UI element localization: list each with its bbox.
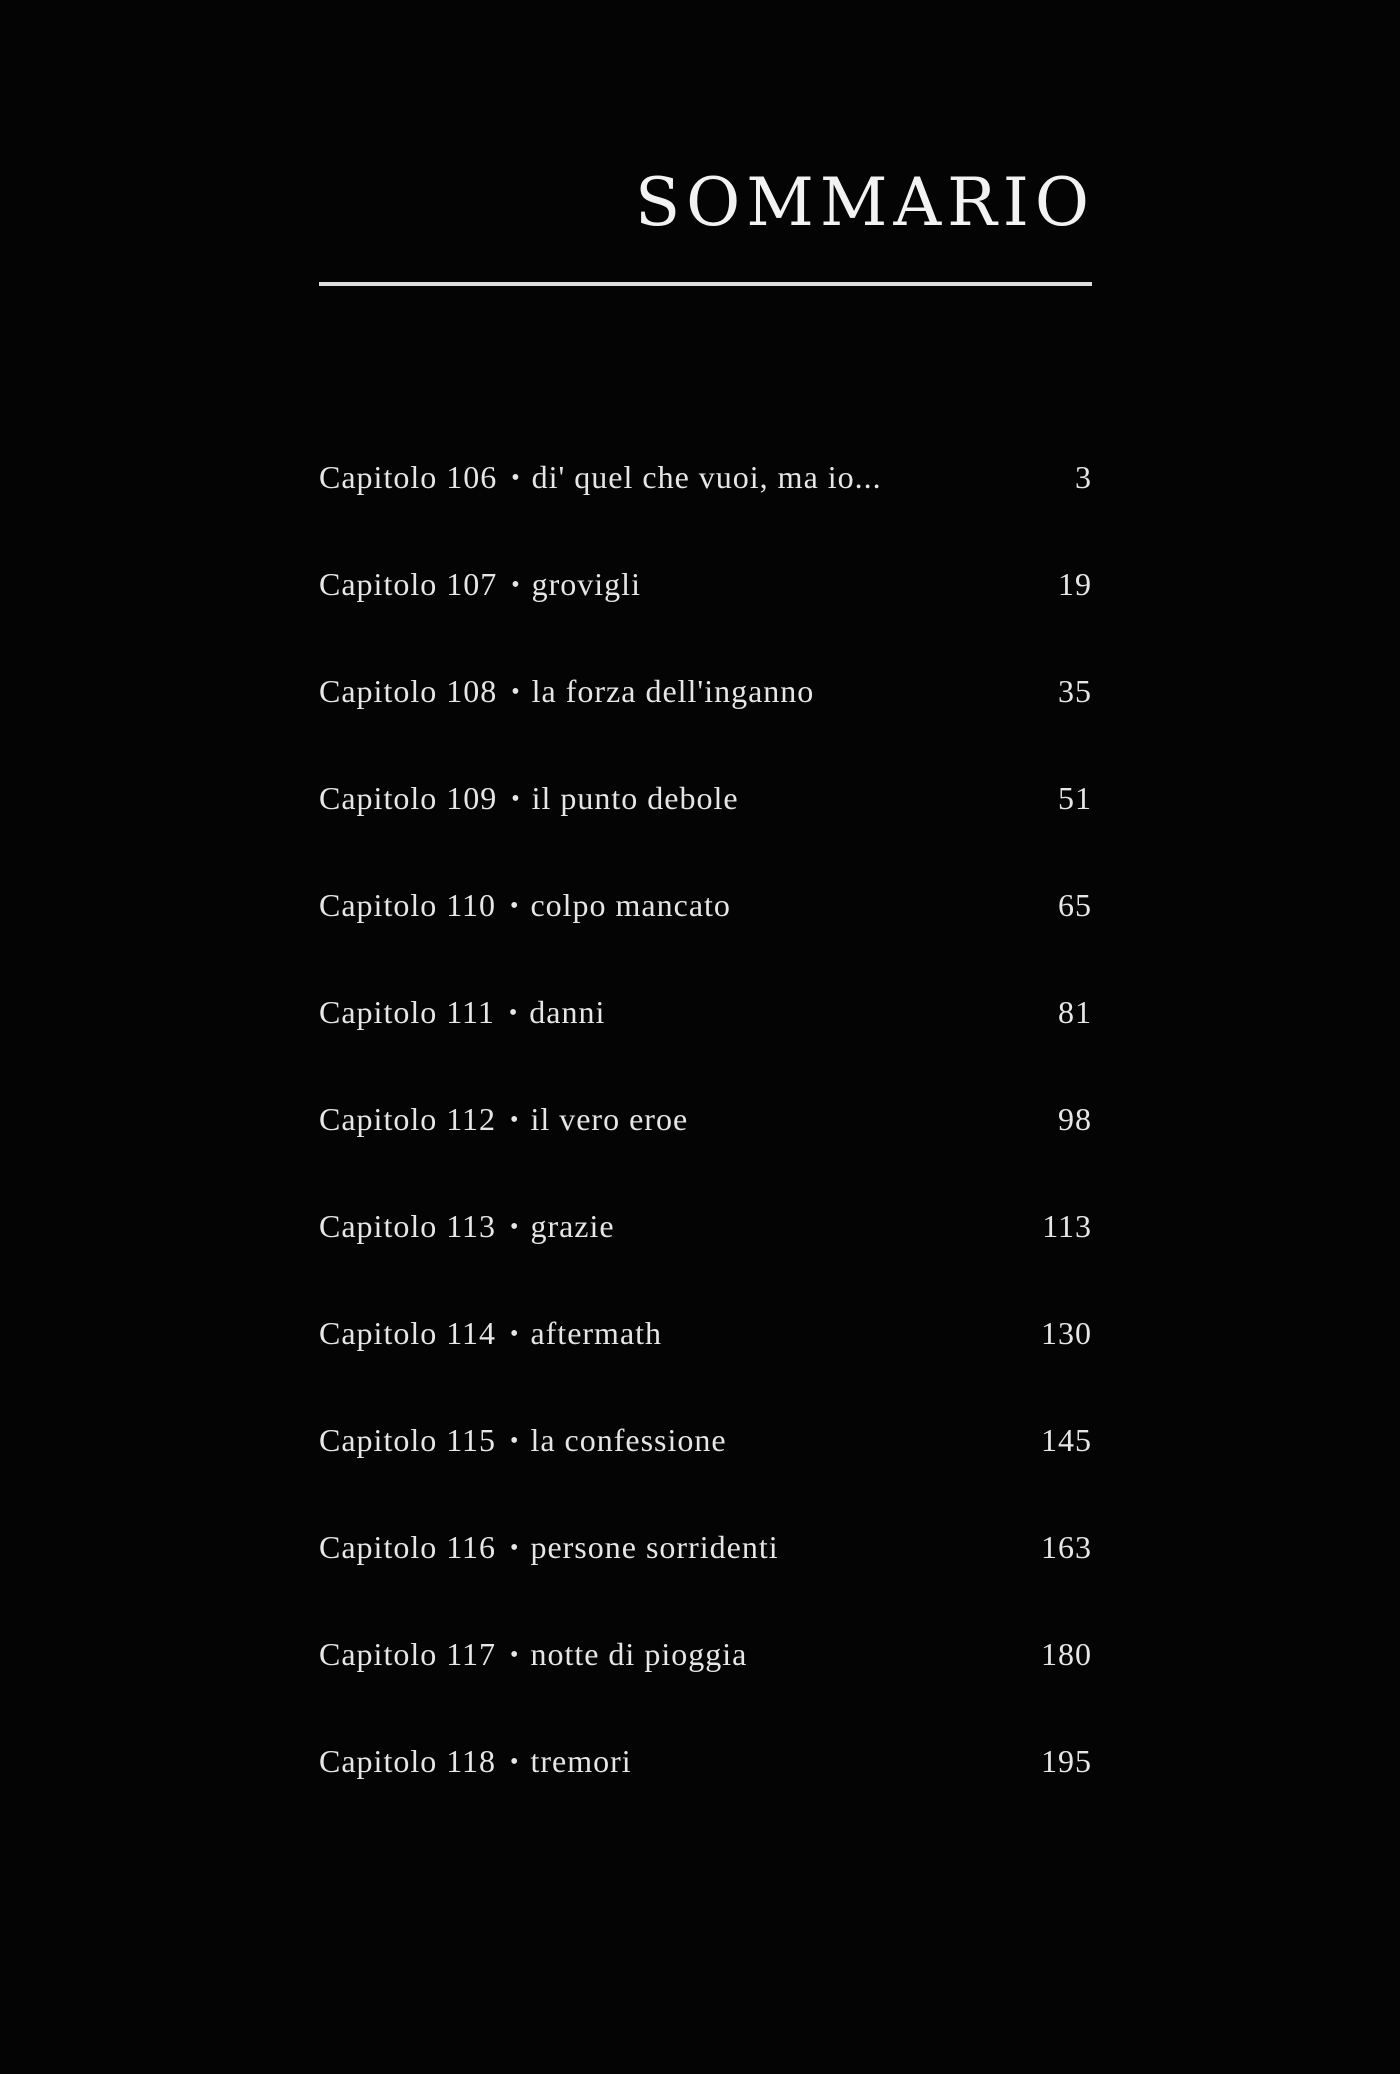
page-number: 65 [1058, 887, 1092, 923]
toc-row[interactable] [319, 1197, 1092, 1304]
chapter-title: colpo mancato [530, 887, 731, 923]
toc-row[interactable] [319, 1518, 1092, 1625]
page-number: 145 [1041, 1422, 1092, 1458]
bullet-icon: • [510, 1321, 519, 1347]
chapter-number: Capitolo 112 [319, 1101, 497, 1137]
chapter-title: la confessione [530, 1422, 727, 1458]
chapter-number: Capitolo 108 [319, 673, 498, 709]
chapter-title: il punto debole [531, 780, 739, 816]
bullet-icon: • [510, 1214, 519, 1240]
page-number: 35 [1058, 673, 1092, 709]
page-number: 3 [1075, 459, 1092, 495]
chapter-number: Capitolo 110 [319, 887, 497, 923]
toc-row[interactable] [319, 1304, 1092, 1411]
page-number: 81 [1058, 994, 1092, 1030]
page-number: 130 [1041, 1315, 1092, 1351]
bullet-icon: • [511, 572, 520, 598]
page-number: 180 [1041, 1636, 1092, 1672]
chapter-number: Capitolo 111 [319, 994, 495, 1030]
bullet-icon: • [510, 1107, 519, 1133]
chapter-number: Capitolo 109 [319, 780, 498, 816]
chapter-title: notte di pioggia [530, 1636, 748, 1672]
toc-row[interactable] [319, 1625, 1092, 1732]
chapter-number: Capitolo 107 [319, 566, 498, 602]
chapter-number: Capitolo 118 [319, 1743, 497, 1779]
chapter-title: la forza dell'inganno [531, 673, 815, 709]
chapter-number: Capitolo 114 [319, 1315, 497, 1351]
toc-row[interactable] [319, 555, 1092, 662]
page-number: 51 [1058, 780, 1092, 816]
toc-row[interactable] [319, 662, 1092, 769]
chapter-number: Capitolo 115 [319, 1422, 497, 1458]
bullet-icon: • [510, 1535, 519, 1561]
toc-row[interactable] [319, 1090, 1092, 1197]
chapter-title: persone sorridenti [530, 1529, 779, 1565]
table-of-contents [319, 448, 1092, 1839]
bullet-icon: • [511, 679, 520, 705]
bullet-icon: • [510, 1642, 519, 1668]
bullet-icon: • [511, 465, 520, 491]
bullet-icon: • [510, 893, 519, 919]
toc-row[interactable] [319, 876, 1092, 983]
chapter-title: grazie [530, 1208, 615, 1244]
page-number: 98 [1058, 1101, 1092, 1137]
toc-row[interactable] [319, 1732, 1092, 1839]
page-number: 113 [1042, 1208, 1092, 1244]
chapter-number: Capitolo 117 [319, 1636, 497, 1672]
page-number: 195 [1041, 1743, 1092, 1779]
chapter-title: danni [529, 994, 606, 1030]
chapter-title: grovigli [531, 566, 641, 602]
page-title: SOMMARIO [634, 164, 1095, 241]
toc-row[interactable] [319, 1411, 1092, 1518]
page-number: 19 [1058, 566, 1092, 602]
chapter-title: di' quel che vuoi, ma io... [531, 459, 882, 495]
bullet-icon: • [508, 1000, 518, 1026]
page-number: 163 [1041, 1529, 1092, 1565]
bullet-icon: • [510, 1428, 519, 1454]
title-divider [319, 282, 1092, 286]
chapter-number: Capitolo 106 [319, 459, 498, 495]
toc-row[interactable] [319, 448, 1092, 555]
chapter-title: tremori [530, 1743, 632, 1779]
bullet-icon: • [510, 1749, 519, 1775]
chapter-title: aftermath [530, 1315, 663, 1351]
bullet-icon: • [511, 786, 520, 812]
chapter-title: il vero eroe [530, 1101, 689, 1137]
chapter-number: Capitolo 113 [319, 1208, 497, 1244]
toc-row[interactable] [319, 983, 1092, 1090]
chapter-number: Capitolo 116 [319, 1529, 497, 1565]
toc-row[interactable] [319, 769, 1092, 876]
